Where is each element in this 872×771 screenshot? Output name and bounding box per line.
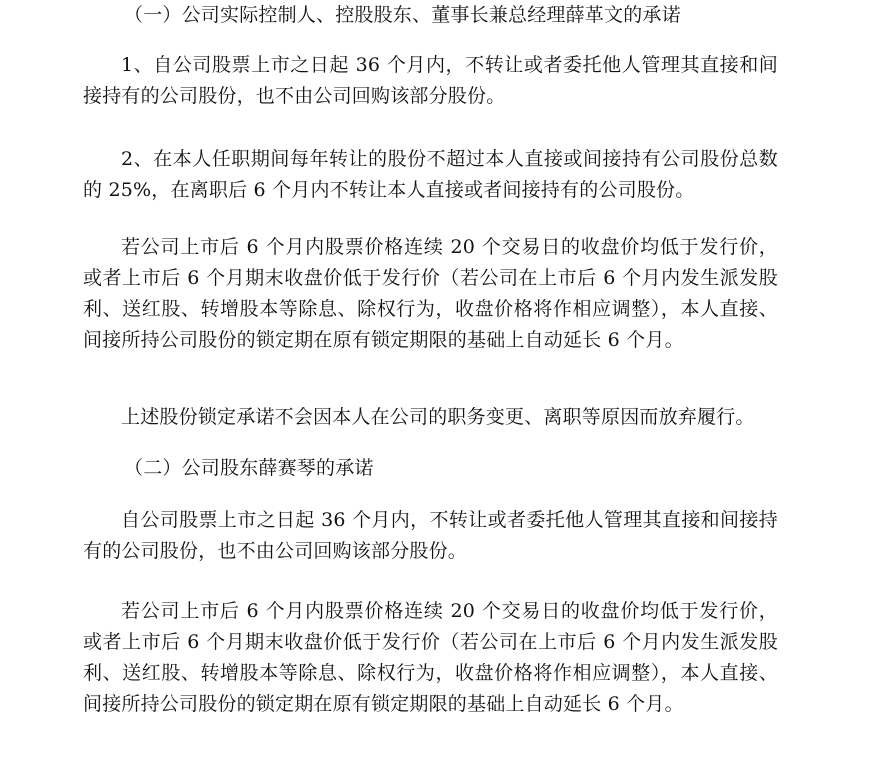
section-2-heading: （二）公司股东薛赛琴的承诺 [124, 457, 374, 479]
section-1-paragraph-4: 上述股份锁定承诺不会因本人在公司的职务变更、离职等原因而放弃履行。 [121, 406, 755, 428]
section-2-paragraph-2: 若公司上市后 6 个月内股票价格连续 20 个交易日的收盘价均低于发行价，或者上市后 6 个月期末收盘价低于发行价（若公司在上市后 6 个月内发生派发股利、送红股、转增股本等除息、除权行为，收盘价格将作相应调整），本人直接、间接所持公司股份的锁定期在原有锁定期限的基础上自动延长 6 个月。 [83, 600, 778, 715]
section-1-paragraph-2: 2、在本人任职期间每年转让的股份不超过本人直接或间接持有公司股份总数的 25%，在离职后 6 个月内不转让本人直接或者间接持有的公司股份。 [83, 148, 778, 201]
section-1-paragraph-1: 1、自公司股票上市之日起 36 个月内，不转让或者委托他人管理其直接和间接持有的公司股份，也不由公司回购该部分股份。 [83, 54, 778, 107]
section-2-paragraph-1: 自公司股票上市之日起 36 个月内，不转让或者委托他人管理其直接和间接持有的公司股份，也不由公司回购该部分股份。 [83, 509, 778, 562]
section-1-heading: （一）公司实际控制人、控股股东、董事长兼总经理薛革文的承诺 [124, 4, 681, 26]
section-1-paragraph-3: 若公司上市后 6 个月内股票价格连续 20 个交易日的收盘价均低于发行价，或者上市后 6 个月期末收盘价低于发行价（若公司在上市后 6 个月内发生派发股利、送红股、转增股本等除息、除权行为，收盘价格将作相应调整），本人直接、间接所持公司股份的锁定期在原有锁定期限的基础上自动延长 6 个月。 [83, 236, 778, 351]
